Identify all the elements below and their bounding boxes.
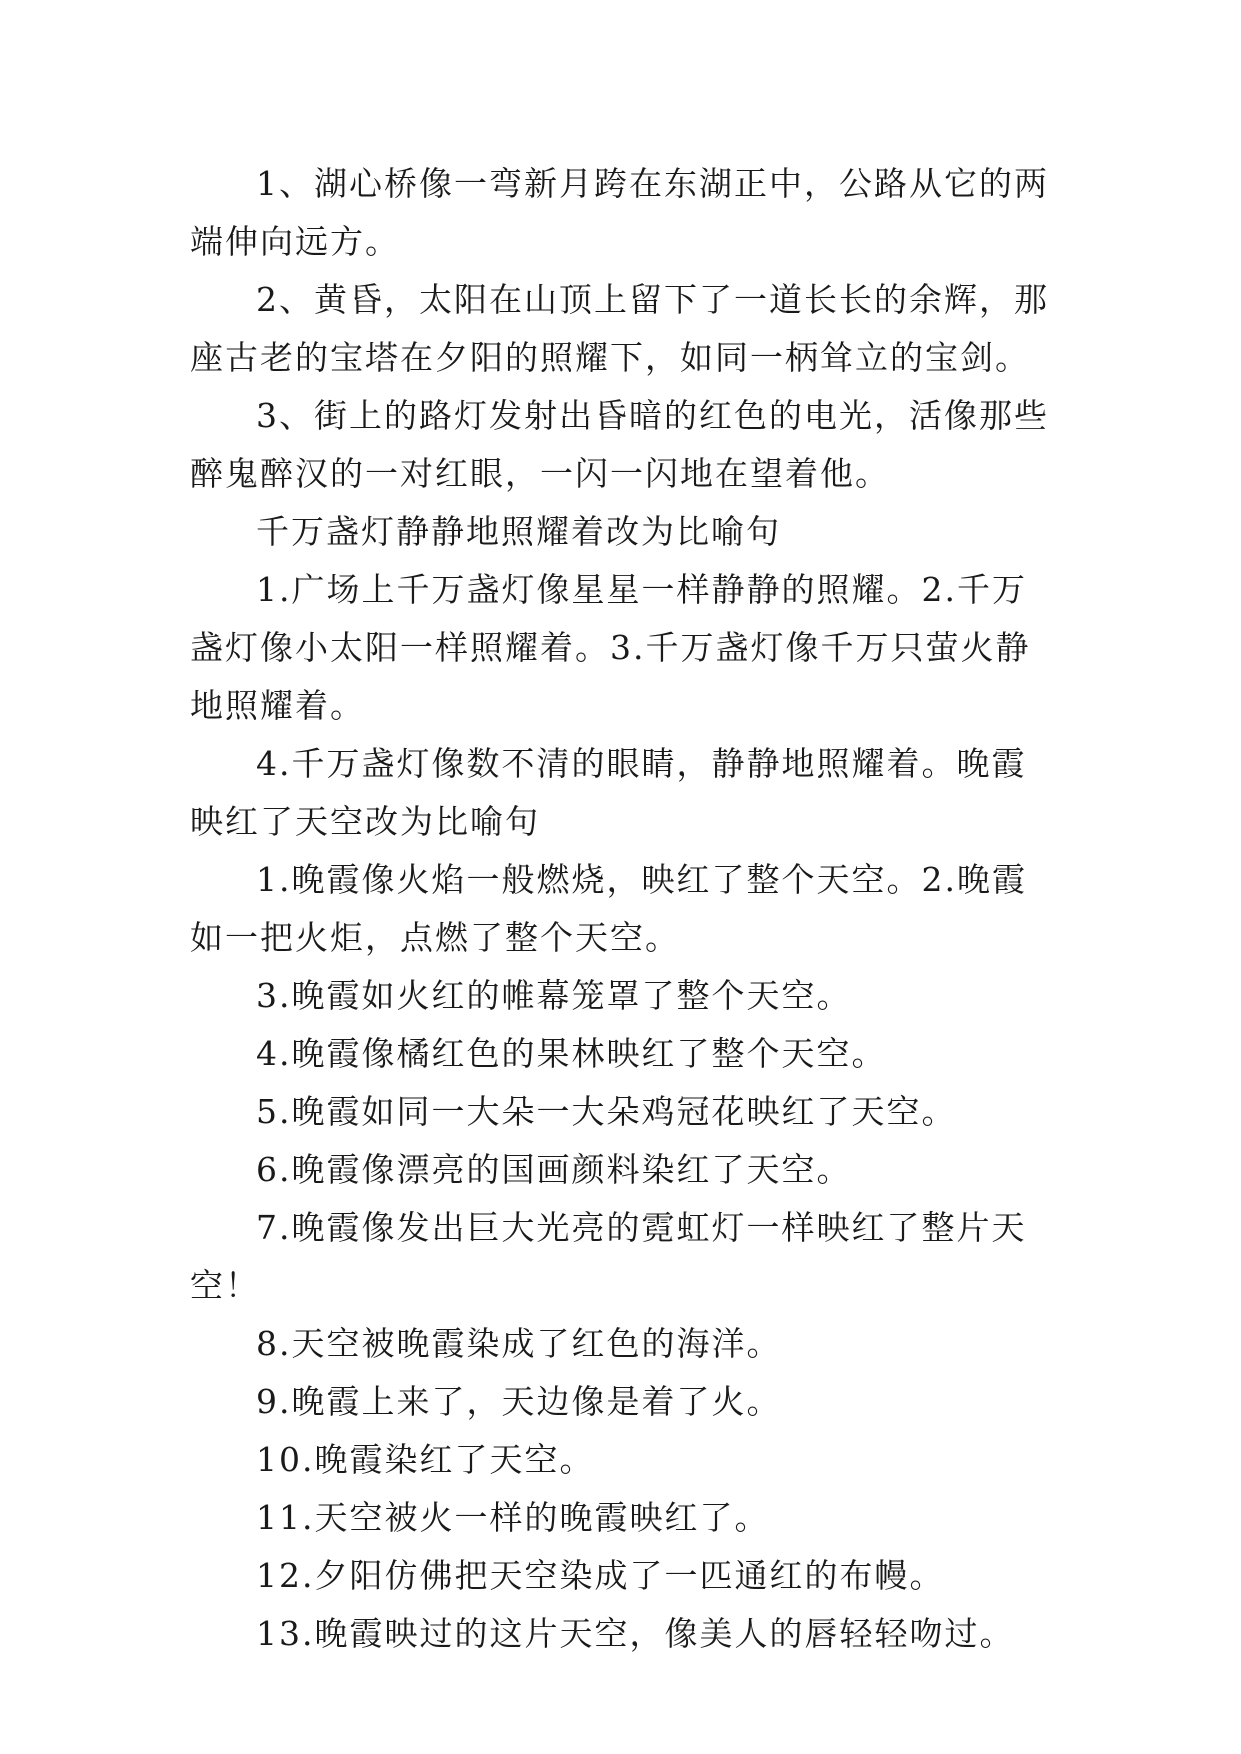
- paragraph-sunset-9: 9.晚霞上来了，天边像是着了火。: [256, 1382, 782, 1421]
- paragraph-sunset-10: 10.晚霞染红了天空。: [256, 1440, 595, 1479]
- paragraph-sunset-5: 5.晚霞如同一大朵一大朵鸡冠花映红了天空。: [256, 1092, 957, 1131]
- paragraph-sunset-13: 13.晚霞映过的这片天空，像美人的唇轻轻吻过。: [256, 1614, 1015, 1653]
- paragraph-sunset-3: 3.晚霞如火红的帷幕笼罩了整个天空。: [256, 976, 852, 1015]
- paragraph-sunset-1: 1.晚霞像火焰一般燃烧，映红了整个天空。2.晚霞如一把火炬，点燃了整个天空。: [190, 860, 1027, 957]
- paragraph-3: 3、街上的路灯发射出昏暗的红色的电光，活像那些醉鬼醉汉的一对红眼，一闪一闪地在望着他。: [190, 396, 1049, 493]
- document-body: [190, 155, 1056, 1663]
- paragraph-1: 1、湖心桥像一弯新月跨在东湖正中，公路从它的两端伸向远方。: [190, 164, 1049, 261]
- paragraph-sunset-12: 12.夕阳仿佛把天空染成了一匹通红的布幔。: [256, 1556, 945, 1595]
- paragraph-sunset-7: 7.晚霞像发出巨大光亮的霓虹灯一样映红了整片天空！: [190, 1208, 1027, 1305]
- paragraph-lamps-1: 1.广场上千万盏灯像星星一样静静的照耀。2.千万盏灯像小太阳一样照耀着。3.千万盏灯像千万只萤火静地照耀着。: [190, 570, 1031, 725]
- paragraph-2: 2、黄昏，太阳在山顶上留下了一道长长的余辉，那座古老的宝塔在夕阳的照耀下，如同一柄耸立的宝剑。: [190, 280, 1049, 377]
- paragraph-sunset-6: 6.晚霞像漂亮的国画颜料染红了天空。: [256, 1150, 852, 1189]
- paragraph-sunset-11: 11.天空被火一样的晚霞映红了。: [256, 1498, 770, 1537]
- paragraph-sunset-4: 4.晚霞像橘红色的果林映红了整个天空。: [256, 1034, 887, 1073]
- paragraph-sunset-8: 8.天空被晚霞染成了红色的海洋。: [256, 1324, 782, 1363]
- section-heading-lamps: 千万盏灯静静地照耀着改为比喻句: [256, 512, 781, 551]
- paragraph-lamps-4: 4.千万盏灯像数不清的眼睛，静静地照耀着。晚霞映红了天空改为比喻句: [190, 744, 1027, 841]
